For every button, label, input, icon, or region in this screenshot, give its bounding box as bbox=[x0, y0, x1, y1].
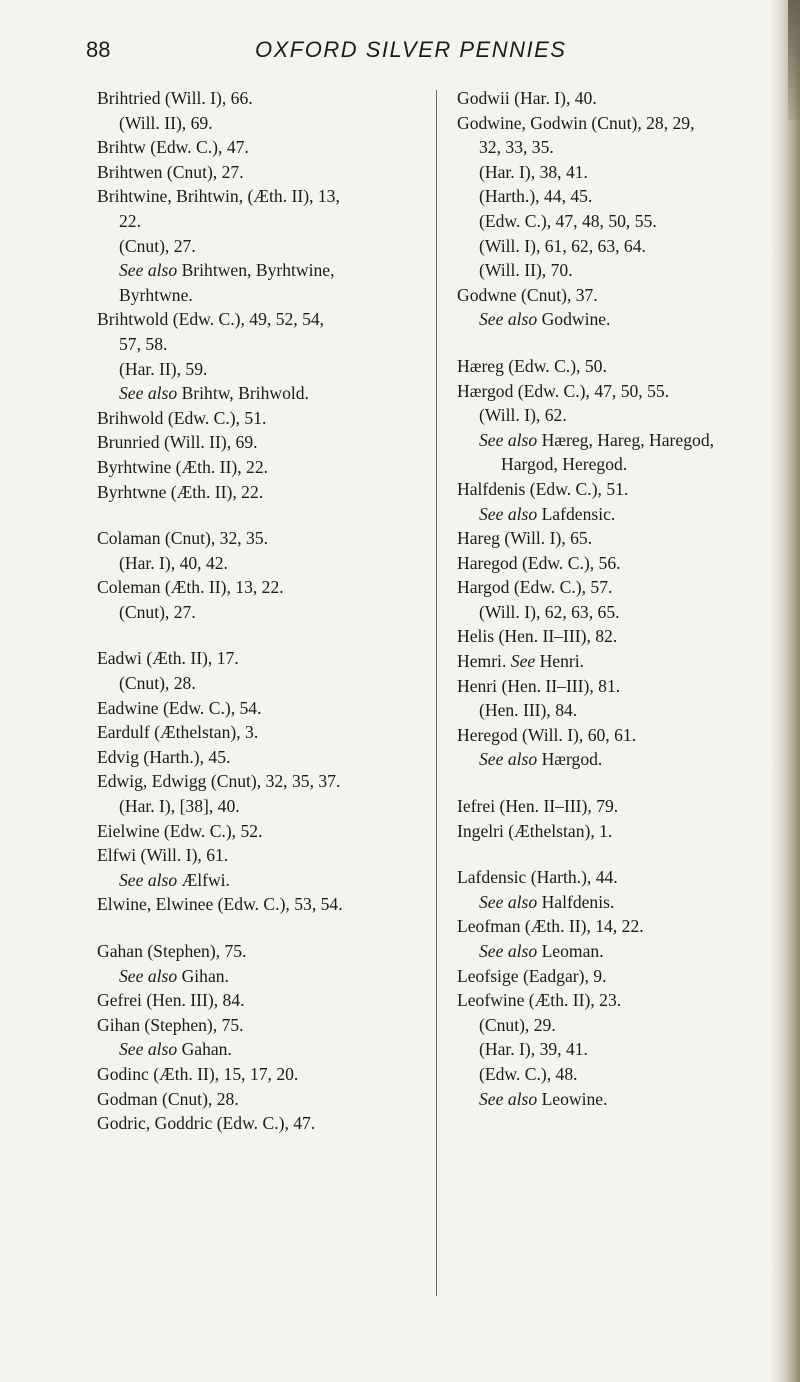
index-entry bbox=[97, 988, 435, 1013]
see-also-reference bbox=[457, 747, 787, 772]
entry-heading: Brihtwen (Cnut), 27. bbox=[97, 161, 244, 182]
entry-continuation: (Edw. C.), 47, 48, 50, 55. bbox=[479, 210, 657, 231]
entry-continuation: (Harth.), 44, 45. bbox=[479, 186, 593, 207]
see-also-target: Brihtwen, Byrhtwine, bbox=[181, 260, 335, 281]
see-also-reference bbox=[97, 964, 435, 989]
see-also-reference bbox=[97, 1037, 435, 1062]
entry-heading: Byrhtwine (Æth. II), 22. bbox=[97, 456, 269, 477]
see-also-label: See also bbox=[119, 965, 178, 986]
see-also-target: Leoman. bbox=[541, 941, 604, 961]
entry-continuation: 57, 58. bbox=[119, 333, 168, 354]
see-also-reference bbox=[457, 502, 787, 527]
entry-heading: Godric, Goddric (Edw. C.), 47. bbox=[97, 1113, 316, 1134]
index-entry bbox=[457, 477, 787, 526]
see-also-reference bbox=[457, 939, 787, 964]
index-entry bbox=[97, 1013, 435, 1062]
running-title: OXFORD SILVER PENNIES bbox=[255, 37, 567, 62]
see-also-target: Lafdensic. bbox=[541, 503, 616, 524]
entry-name: Hemri. bbox=[457, 651, 507, 672]
index-entry bbox=[457, 551, 787, 576]
entry-heading: Eardulf (Æthelstan), 3. bbox=[97, 722, 259, 743]
entry-continuation: (Cnut), 28. bbox=[119, 673, 196, 694]
index-entry bbox=[97, 769, 435, 818]
entry-heading: Godman (Cnut), 28. bbox=[97, 1088, 239, 1109]
entry-heading: Hargod (Edw. C.), 57. bbox=[457, 577, 613, 598]
see-also-target: Hærgod. bbox=[541, 749, 603, 770]
index-entry bbox=[457, 914, 787, 963]
entry-continuation: (Har. I), [38], 40. bbox=[119, 796, 240, 817]
index-entry bbox=[457, 624, 787, 649]
entry-heading: Brihtwine, Brihtwin, (Æth. II), 13, bbox=[97, 186, 340, 207]
index-entry bbox=[97, 86, 435, 135]
index-entry bbox=[457, 794, 787, 819]
entry-heading: Iefrei (Hen. II–III), 79. bbox=[457, 796, 619, 817]
entry-continuation: (Will. I), 61, 62, 63, 64. bbox=[479, 235, 646, 256]
letter-section-gap bbox=[457, 332, 787, 354]
entry-heading: Leofsige (Eadgar), 9. bbox=[457, 965, 607, 986]
index-entry bbox=[97, 480, 435, 505]
entry-continuation: 32, 33, 35. bbox=[479, 137, 554, 158]
see-target: Henri. bbox=[539, 651, 585, 672]
see-also-target: Gahan. bbox=[181, 1039, 232, 1060]
see-label: See bbox=[510, 651, 536, 672]
entry-heading: Brihtried (Will. I), 66. bbox=[97, 88, 253, 108]
entry-heading: Edvig (Harth.), 45. bbox=[97, 746, 231, 767]
index-entry bbox=[97, 184, 435, 307]
index-column-right bbox=[457, 86, 787, 1111]
see-also-label: See also bbox=[479, 309, 538, 330]
see-also-label: See also bbox=[479, 429, 538, 450]
index-entry bbox=[97, 406, 435, 431]
entry-heading: Brihtw (Edw. C.), 47. bbox=[97, 137, 249, 158]
index-entry bbox=[457, 283, 787, 332]
entry-continuation: (Edw. C.), 48. bbox=[479, 1063, 578, 1084]
index-entry bbox=[457, 988, 787, 1111]
see-also-target: Godwine. bbox=[541, 309, 611, 330]
entry-heading: Elfwi (Will. I), 61. bbox=[97, 845, 229, 866]
see-also-reference bbox=[97, 258, 435, 283]
index-entry bbox=[457, 865, 787, 914]
see-also-target: Gihan. bbox=[181, 965, 229, 986]
index-entry bbox=[97, 160, 435, 185]
index-entry bbox=[97, 1111, 435, 1136]
entry-heading: Brihtwold (Edw. C.), 49, 52, 54, bbox=[97, 309, 325, 330]
entry-continuation: (Cnut), 27. bbox=[119, 601, 196, 622]
entry-continuation: (Har. II), 59. bbox=[119, 358, 208, 379]
entry-continuation: (Har. I), 40, 42. bbox=[119, 552, 228, 573]
entry-continuation: (Will. II), 69. bbox=[119, 112, 213, 133]
see-also-reference bbox=[97, 868, 435, 893]
entry-continuation: (Cnut), 27. bbox=[119, 235, 196, 256]
see-also-label: See also bbox=[479, 749, 538, 770]
entry-continuation: (Will. II), 70. bbox=[479, 260, 573, 281]
entry-heading: Gahan (Stephen), 75. bbox=[97, 941, 247, 961]
entry-continuation: 22. bbox=[119, 210, 141, 231]
entry-continuation: (Hen. III), 84. bbox=[479, 700, 578, 721]
see-also-reference bbox=[457, 307, 787, 332]
see-also-reference bbox=[457, 428, 787, 453]
entry-continuation: (Will. I), 62. bbox=[479, 405, 567, 426]
page-edge-shadow bbox=[770, 0, 800, 1382]
entry-heading: Henri (Hen. II–III), 81. bbox=[457, 675, 621, 696]
entry-heading: Godwine, Godwin (Cnut), 28, 29, bbox=[457, 112, 695, 133]
index-column-left bbox=[97, 86, 435, 1136]
entry-heading: Eadwine (Edw. C.), 54. bbox=[97, 697, 262, 718]
entry-heading: Halfdenis (Edw. C.), 51. bbox=[457, 478, 629, 499]
entry-heading: Brunried (Will. II), 69. bbox=[97, 432, 258, 453]
letter-section-gap bbox=[97, 624, 435, 646]
index-entry bbox=[97, 720, 435, 745]
index-entry bbox=[97, 696, 435, 721]
entry-heading: Godwne (Cnut), 37. bbox=[457, 284, 598, 305]
page-edge-dark bbox=[788, 0, 800, 120]
index-entry bbox=[97, 307, 435, 405]
see-also-target: Brihtw, Brihwold. bbox=[181, 383, 309, 404]
index-entry bbox=[97, 455, 435, 480]
entry-heading: Gefrei (Hen. III), 84. bbox=[97, 990, 245, 1011]
see-also-reference bbox=[97, 381, 435, 406]
entry-heading: Heregod (Will. I), 60, 61. bbox=[457, 724, 637, 745]
see-also-label: See also bbox=[119, 383, 178, 404]
see-also-reference bbox=[457, 1087, 787, 1112]
see-also-target: Halfdenis. bbox=[541, 891, 615, 912]
page-number: 88 bbox=[86, 37, 111, 62]
see-also-label: See also bbox=[119, 260, 178, 281]
see-also-target: Ælfwi. bbox=[181, 869, 230, 890]
column-divider bbox=[436, 90, 437, 1296]
entry-heading: Lafdensic (Harth.), 44. bbox=[457, 867, 618, 888]
entry-continuation: Hargod, Heregod. bbox=[501, 454, 628, 475]
entry-heading: Byrhtwne (Æth. II), 22. bbox=[97, 481, 264, 502]
entry-heading: Godwii (Har. I), 40. bbox=[457, 88, 597, 108]
see-also-reference bbox=[457, 890, 787, 915]
letter-section-gap bbox=[457, 772, 787, 794]
entry-heading: Helis (Hen. II–III), 82. bbox=[457, 626, 618, 647]
index-entry bbox=[457, 86, 787, 111]
letter-section-gap bbox=[457, 843, 787, 865]
entry-heading: Eielwine (Edw. C.), 52. bbox=[97, 820, 263, 841]
page-header bbox=[0, 37, 760, 67]
index-entry bbox=[457, 526, 787, 551]
entry-heading: Eadwi (Æth. II), 17. bbox=[97, 648, 239, 669]
index-entry bbox=[457, 819, 787, 844]
entry-heading: Leofman (Æth. II), 14, 22. bbox=[457, 916, 644, 937]
entry-heading: Hærgod (Edw. C.), 47, 50, 55. bbox=[457, 380, 670, 401]
entry-heading: Edwig, Edwigg (Cnut), 32, 35, 37. bbox=[97, 771, 341, 792]
entry-heading: Elwine, Elwinee (Edw. C.), 53, 54. bbox=[97, 894, 343, 915]
entry-heading bbox=[457, 649, 787, 674]
index-entry bbox=[97, 819, 435, 844]
see-also-label: See also bbox=[479, 941, 538, 961]
index-entry bbox=[97, 1087, 435, 1112]
see-also-label: See also bbox=[479, 503, 538, 524]
index-entry bbox=[457, 575, 787, 624]
index-entry bbox=[457, 379, 787, 477]
index-entry bbox=[457, 354, 787, 379]
entry-heading: Godinc (Æth. II), 15, 17, 20. bbox=[97, 1063, 299, 1084]
see-also-label: See also bbox=[119, 869, 178, 890]
index-entry bbox=[457, 964, 787, 989]
entry-continuation: (Cnut), 29. bbox=[479, 1014, 556, 1035]
index-entry bbox=[97, 745, 435, 770]
index-entry bbox=[97, 646, 435, 695]
letter-section-gap bbox=[97, 917, 435, 939]
index-entry bbox=[97, 526, 435, 575]
entry-heading: Colaman (Cnut), 32, 35. bbox=[97, 528, 269, 549]
index-entry bbox=[97, 939, 435, 988]
entry-heading: Ingelri (Æthelstan), 1. bbox=[457, 820, 613, 841]
entry-heading: Brihwold (Edw. C.), 51. bbox=[97, 407, 267, 428]
index-entry bbox=[457, 723, 787, 772]
see-also-label: See also bbox=[479, 1088, 538, 1109]
entry-continuation: Byrhtwne. bbox=[119, 284, 193, 305]
index-entry bbox=[97, 135, 435, 160]
entry-continuation: (Will. I), 62, 63, 65. bbox=[479, 601, 620, 622]
see-also-label: See also bbox=[119, 1039, 178, 1060]
letter-section-gap bbox=[97, 504, 435, 526]
index-entry bbox=[97, 430, 435, 455]
entry-continuation: (Har. I), 39, 41. bbox=[479, 1039, 588, 1060]
index-entry bbox=[97, 575, 435, 624]
entry-heading: Hareg (Will. I), 65. bbox=[457, 528, 593, 549]
see-also-target: Hæreg, Hareg, Haregod, bbox=[541, 429, 715, 450]
index-entry bbox=[457, 674, 787, 723]
entry-heading: Gihan (Stephen), 75. bbox=[97, 1014, 244, 1035]
see-also-target: Leowine. bbox=[541, 1088, 608, 1109]
index-entry bbox=[97, 843, 435, 892]
entry-continuation: (Har. I), 38, 41. bbox=[479, 161, 588, 182]
index-entry bbox=[97, 892, 435, 917]
index-entry bbox=[457, 111, 787, 283]
see-also-label: See also bbox=[479, 891, 538, 912]
entry-heading: Leofwine (Æth. II), 23. bbox=[457, 990, 622, 1011]
entry-heading: Coleman (Æth. II), 13, 22. bbox=[97, 577, 284, 598]
entry-heading: Haregod (Edw. C.), 56. bbox=[457, 552, 621, 573]
index-entry bbox=[97, 1062, 435, 1087]
index-entry bbox=[457, 649, 787, 674]
entry-heading: Hæreg (Edw. C.), 50. bbox=[457, 355, 607, 376]
